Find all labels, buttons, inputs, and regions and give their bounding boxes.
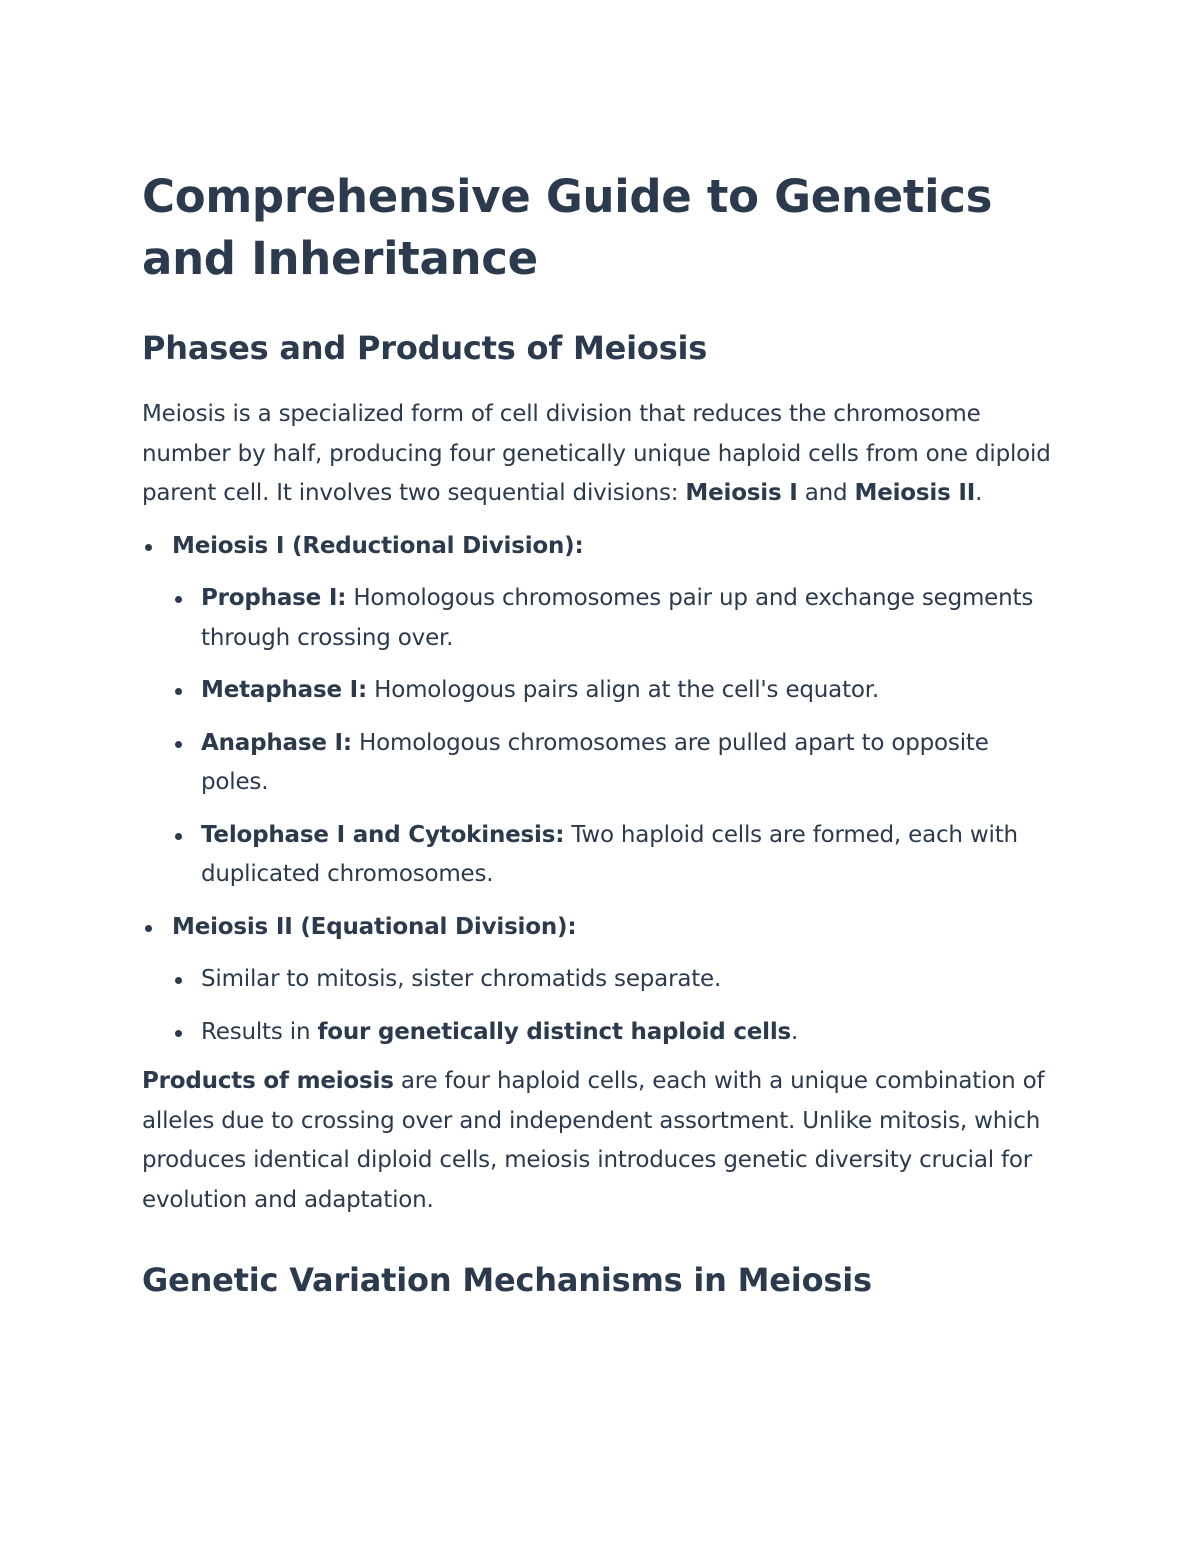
anaphase-1-desc: Homologous chromosomes are pulled apart to opposite poles. bbox=[201, 729, 989, 795]
metaphase-1-term: Metaphase I: bbox=[201, 677, 368, 703]
list-item-meiosis-1 bbox=[142, 527, 1060, 895]
bullet-icon bbox=[175, 596, 182, 603]
products-bold: Products of meiosis bbox=[142, 1068, 394, 1094]
list-item-metaphase-1 bbox=[172, 671, 1060, 711]
bullet-icon bbox=[175, 833, 182, 840]
anaphase-1-term: Anaphase I: bbox=[201, 729, 352, 756]
products-text: are four haploid cells, each with a unique combination of alleles due to crossing over and independent assortment. Unlike mitosis, which produces identical diploid cells, meiosis introduces genetic diversity crucial for evolution and adaptation. bbox=[142, 1068, 1045, 1213]
intro-text-3: . bbox=[975, 480, 983, 506]
meiosis-1-label: Meiosis I (Reductional Division): bbox=[172, 532, 584, 559]
bullet-icon bbox=[175, 741, 182, 748]
intro-text-1: Meiosis is a specialized form of cell division that reduces the chromosome number by half, producing four genetically unique haploid cells from one diploid parent cell. It involves two sequential divisions: bbox=[142, 401, 1051, 506]
meiosis-2-label: Meiosis II (Equational Division): bbox=[172, 913, 577, 940]
bullet-icon bbox=[145, 925, 152, 932]
list-item-telophase-1 bbox=[172, 816, 1060, 895]
telophase-1-term: Telophase I and Cytokinesis: bbox=[201, 821, 565, 848]
intro-text-2: and bbox=[797, 480, 855, 506]
intro-bold-meiosis-2: Meiosis II bbox=[854, 480, 976, 506]
section-heading-meiosis-phases: Phases and Products of Meiosis bbox=[142, 329, 708, 367]
meiosis-phase-list bbox=[142, 527, 1060, 1053]
telophase-1-desc: Two haploid cells are formed, each with duplicated chromosomes. bbox=[201, 821, 1018, 887]
list-item-results bbox=[172, 1013, 1060, 1053]
results-pre: Results in bbox=[201, 1018, 318, 1045]
mitosis-similarity-text: Similar to mitosis, sister chromatids separate. bbox=[201, 966, 722, 992]
document-title: Comprehensive Guide to Genetics and Inheritance bbox=[142, 170, 993, 285]
section-heading-genetic-variation: Genetic Variation Mechanisms in Meiosis bbox=[142, 1261, 872, 1299]
bullet-icon bbox=[175, 1030, 182, 1037]
products-paragraph bbox=[142, 1062, 1060, 1220]
bullet-icon bbox=[145, 544, 152, 551]
results-bold: four genetically distinct haploid cells bbox=[317, 1018, 792, 1045]
list-item-anaphase-1 bbox=[172, 724, 1060, 803]
intro-paragraph bbox=[142, 395, 1060, 514]
prophase-1-desc: Homologous chromosomes pair up and exchange segments through crossing over. bbox=[201, 585, 1034, 651]
bullet-icon bbox=[175, 977, 182, 984]
bullet-icon bbox=[175, 688, 182, 695]
prophase-1-term: Prophase I: bbox=[201, 585, 347, 611]
list-item-meiosis-2 bbox=[142, 908, 1060, 1053]
results-post: . bbox=[791, 1018, 799, 1045]
list-item-prophase-1 bbox=[172, 579, 1060, 658]
meiosis-2-sublist bbox=[172, 960, 1060, 1052]
intro-bold-meiosis-1: Meiosis I bbox=[685, 480, 798, 506]
metaphase-1-desc: Homologous pairs align at the cell's equator. bbox=[367, 677, 880, 703]
meiosis-1-sublist bbox=[172, 579, 1060, 895]
list-item-mitosis-similarity bbox=[172, 960, 1060, 1000]
